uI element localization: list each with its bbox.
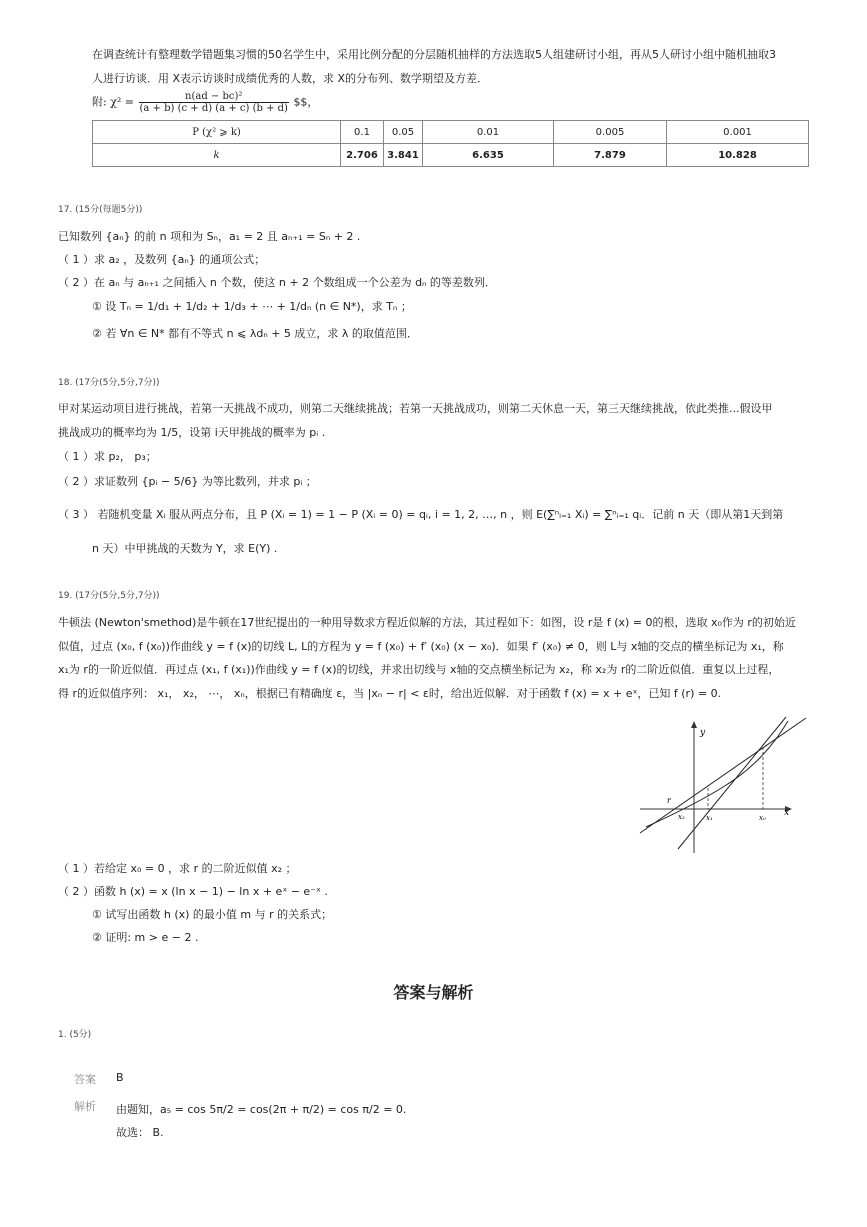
q17-stem: 已知数列 {aₙ} 的前 n 项和为 Sₙ，a₁ = 2 且 aₙ₊₁ = Sₙ + 2 . — [58, 230, 361, 243]
answers-title: 答案与解析 — [393, 983, 474, 1002]
q19-sub-2: ② 证明: m > e − 2 . — [92, 931, 199, 944]
formula-numerator: n(ad − bc)² — [139, 91, 289, 103]
y-axis-arrow — [691, 721, 697, 728]
q17-sub-2: ② 若 ∀n ∈ N* 都有不等式 n ⩽ λdₙ + 5 成立，求 λ 的取值范围． — [92, 327, 418, 340]
q19-line-4: 得 r的近似值序列： x₁， x₂， ⋯， xₙ，根据已有精确度 ε，当 |xₙ − r| < ε时，给出近似解．对于函数 f (x) = x + eˣ，已知 f (r) = 0. — [58, 687, 722, 700]
newton-method-graph — [638, 715, 808, 855]
table-cell: 2.706 — [341, 144, 384, 167]
q18-part-2: （ 2 ）求证数列 {pᵢ − 5/6} 为等比数列，并求 pᵢ ； — [58, 475, 317, 488]
q17-header: 17. (15分(每题5分)) — [58, 205, 143, 215]
table-cell: 0.001 — [667, 121, 809, 144]
root-label: r — [667, 796, 671, 805]
q19-part-1: （ 1 ）若给定 x₀ = 0 ，求 r 的二阶近似值 x₂ ； — [58, 862, 297, 875]
table-cell: 0.005 — [554, 121, 667, 144]
q19-line-1: 牛顿法 (Newton'smethod)是牛顿在17世纪提出的一种用导数求方程近似解的方法，其过程如下：如图，设 r是 f (x) = 0的根，选取 x₀作为 r的初始近 — [58, 616, 796, 629]
q17-part-1: （ 1 ）求 a₂ ，及数列 {aₙ} 的通项公式； — [58, 253, 266, 266]
table-cell: 3.841 — [384, 144, 423, 167]
table-cell: 0.1 — [341, 121, 384, 144]
table-row — [93, 144, 809, 167]
q18-part-3b: n 天）中甲挑战的天数为 Y，求 E(Y) . — [92, 542, 278, 555]
chi-square-formula — [92, 91, 318, 114]
table-cell: 0.05 — [384, 121, 423, 144]
formula-suffix: $$， — [293, 95, 319, 109]
q18-stem-1: 甲对某运动项目进行挑战，若第一天挑战不成功，则第二天继续挑战；若第一天挑战成功，则第二天休息一天，第三天继续挑战，依此类推...假设甲 — [58, 402, 773, 415]
x2-label: x₂ — [678, 813, 685, 821]
table-cell: 7.879 — [554, 144, 667, 167]
table-cell: 0.01 — [423, 121, 554, 144]
intro-line-1: 在调查统计有整理数学错题集习惯的50名学生中，采用比例分配的分层随机抽样的方法选取5人组建研讨小组，再从5人研讨小组中随机抽取3 — [92, 48, 776, 61]
q19-header: 19. (17分(5分,5分,7分)) — [58, 591, 160, 601]
x-axis-label: x — [784, 808, 790, 818]
answer-q1-header: 1. (5分) — [58, 1030, 92, 1040]
q19-part-2: （ 2 ）函数 h (x) = x (ln x − 1) − ln x + eˣ − e⁻ˣ . — [58, 885, 328, 898]
q18-part-1: （ 1 ）求 p₂， p₃； — [58, 450, 157, 463]
analysis-text: 由题知，a₅ = cos 5π/2 = cos(2π + π/2) = cos π/2 = 0. — [116, 1103, 407, 1116]
q19-line-2: 似值，过点 (x₀, f (x₀))作曲线 y = f (x)的切线 L, L的方程为 y = f (x₀) + f′ (x₀) (x − x₀)．如果 f′ (x₀) ≠ 0，则 L与 x轴的交点的横坐标记为 x₁，称 — [58, 640, 784, 653]
table-cell: 10.828 — [667, 144, 809, 167]
formula-denominator: (a + b) (c + d) (a + c) (b + d) — [139, 103, 288, 114]
q17-sub-1: ① 设 Tₙ = 1/d₁ + 1/d₂ + 1/d₃ + ⋯ + 1/dₙ (n ∈ N*)，求 Tₙ ； — [92, 300, 412, 313]
table-cell: 6.635 — [423, 144, 554, 167]
analysis-conclusion: 故选： B. — [116, 1126, 164, 1139]
table-header-cell: P (χ² ⩾ k) — [93, 121, 341, 144]
y-axis-label: y — [700, 728, 706, 738]
table-row — [93, 121, 809, 144]
q18-part-3a: （ 3 ） 若随机变量 Xᵢ 服从两点分布，且 P (Xᵢ = 1) = 1 − P (Xᵢ = 0) = qᵢ, i = 1, 2, …, n ，则 E(∑ⁿᵢ₌₁ Xᵢ) = ∑ⁿᵢ₌₁ qᵢ．记前 n 天（即从第1天到第 — [58, 508, 784, 521]
critical-value-table — [92, 120, 809, 167]
q19-line-3: x₁为 r的一阶近似值．再过点 (x₁, f (x₁))作曲线 y = f (x)的切线，并求出切线与 x轴的交点横坐标记为 x₂，称 x₂为 r的二阶近似值．重复以上过程， — [58, 663, 780, 676]
answer-value: B — [116, 1071, 124, 1084]
x1-label: x₁ — [706, 814, 713, 822]
q19-sub-1: ① 试写出函数 h (x) 的最小值 m 与 r 的关系式； — [92, 908, 333, 921]
x0-label: x₀ — [759, 814, 766, 822]
curve-fx — [646, 721, 788, 827]
tangent-line-x1 — [640, 718, 806, 833]
analysis-label: 解析 — [74, 1100, 96, 1113]
table-header-cell: k — [93, 144, 341, 167]
answer-label: 答案 — [74, 1073, 96, 1086]
intro-line-2: 人进行访谈．用 X表示访谈时成绩优秀的人数，求 X的分布列、数学期望及方差． — [92, 72, 489, 85]
formula-prefix: 附: χ² = — [92, 95, 134, 109]
q17-part-2: （ 2 ）在 aₙ 与 aₙ₊₁ 之间插入 n 个数，使这 n + 2 个数组成一个公差为 dₙ 的等差数列． — [58, 276, 496, 289]
q18-header: 18. (17分(5分,5分,7分)) — [58, 378, 160, 388]
q18-stem-2: 挑战成功的概率均为 1/5，设第 i天甲挑战的概率为 pᵢ . — [58, 426, 326, 439]
